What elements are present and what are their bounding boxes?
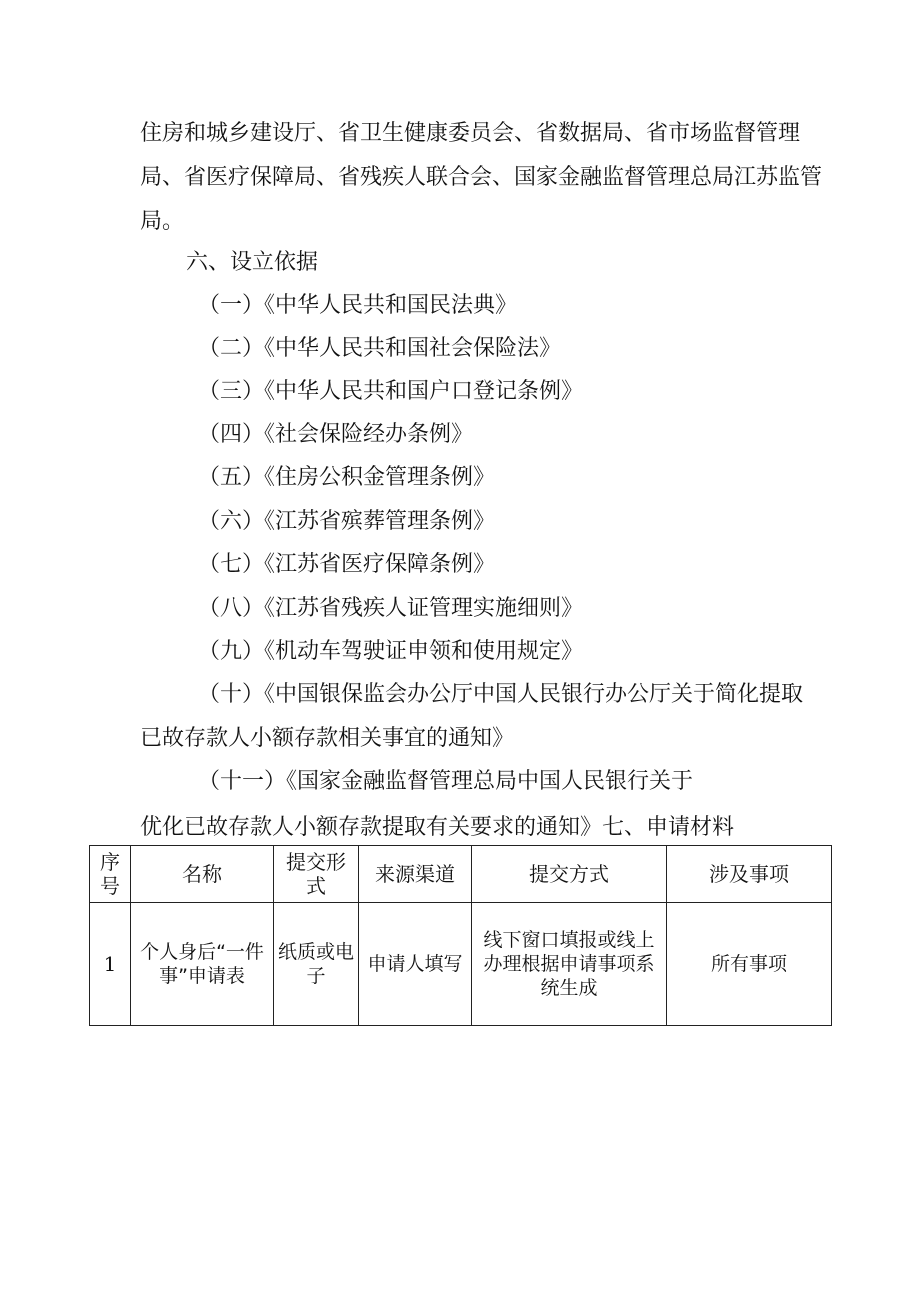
basis-item-11-line1: （十一）《国家金融监督管理总局中国人民银行关于 <box>198 769 694 794</box>
paragraph-departments: 住房和城乡建设厅、省卫生健康委员会、省数据局、省市场监督管理局、省医疗保障局、省残疾人联合会、国家金融监督管理总局江苏监管局。 <box>140 121 823 234</box>
cell-scope: 所有事项 <box>667 903 832 1026</box>
header-submit-method: 提交方式 <box>472 846 667 903</box>
cell-name: 个人身后“一件事”申请表 <box>131 903 274 1026</box>
basis-item-6: （六）《江苏省殡葬管理条例》 <box>198 509 496 534</box>
basis-item-11-line2: 优化已故存款人小额存款提取有关要求的通知》七、申请材料 <box>140 815 735 840</box>
basis-item-2: （二）《中华人民共和国社会保险法》 <box>198 336 562 361</box>
header-scope: 涉及事项 <box>667 846 832 903</box>
cell-form: 纸质或电子 <box>274 903 359 1026</box>
table-row <box>90 903 832 1026</box>
section-heading-basis: 六、设立依据 <box>186 250 319 275</box>
cell-source: 申请人填写 <box>359 903 472 1026</box>
basis-item-1: （一）《中华人民共和国民法典》 <box>198 293 518 318</box>
cell-serial: 1 <box>90 903 131 1026</box>
header-source: 来源渠道 <box>359 846 472 903</box>
application-materials-table <box>89 845 832 1026</box>
header-name: 名称 <box>131 846 274 903</box>
basis-item-10-line2: 已故存款人小额存款相关事宜的通知》 <box>140 726 515 751</box>
cell-method: 线下窗口填报或线上办理根据申请事项系统生成 <box>472 903 667 1026</box>
basis-item-5: （五）《住房公积金管理条例》 <box>198 465 496 490</box>
basis-item-4: （四）《社会保险经办条例》 <box>198 422 474 447</box>
header-submit-form: 提交形式 <box>274 846 359 903</box>
basis-item-9: （九）《机动车驾驶证申领和使用规定》 <box>198 639 584 664</box>
basis-item-7: （七）《江苏省医疗保障条例》 <box>198 552 496 577</box>
table-header-row <box>90 846 832 903</box>
basis-item-10-line1: （十）《中国银保监会办公厅中国人民银行办公厅关于简化提取 <box>198 682 804 707</box>
header-serial: 序号 <box>90 846 131 903</box>
basis-item-8: （八）《江苏省残疾人证管理实施细则》 <box>198 596 584 621</box>
basis-item-3: （三）《中华人民共和国户口登记条例》 <box>198 379 584 404</box>
